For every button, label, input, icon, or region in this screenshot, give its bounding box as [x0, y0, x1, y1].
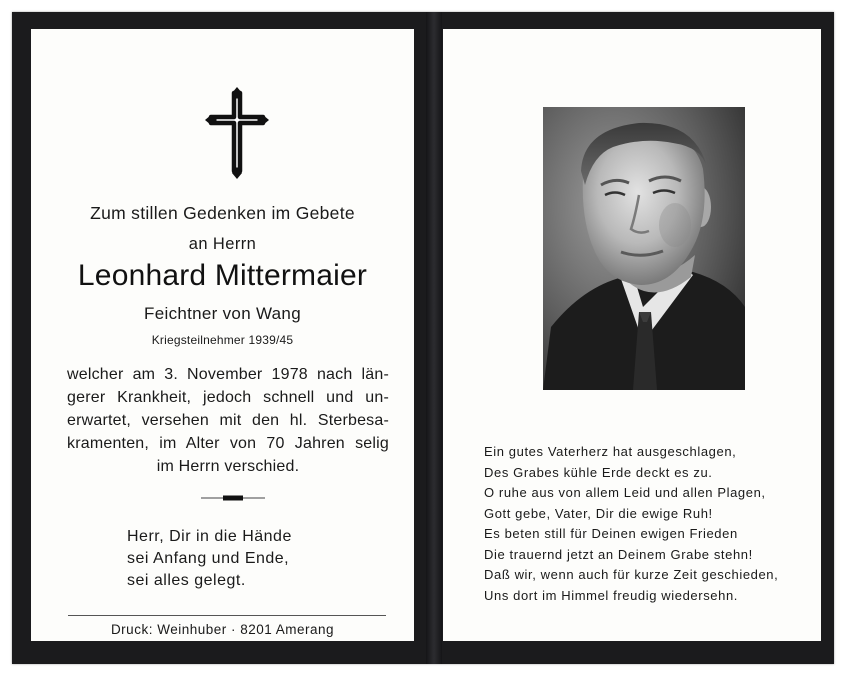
- memorial-poem: [484, 442, 814, 606]
- poem-line: Daß wir, wenn auch für kurze Zeit geschieden,: [484, 567, 779, 582]
- card-fold: [426, 12, 442, 664]
- poem-line: Ein gutes Vaterherz hat ausgeschlagen,: [484, 444, 737, 459]
- printer-imprint: Druck: Weinhuber · 8201 Amerang: [110, 622, 335, 637]
- intro-text: Zum stillen Gedenken im Gebete: [90, 203, 355, 223]
- deceased-name: Leonhard Mittermaier: [77, 259, 368, 292]
- verse-line: Herr, Dir in die Hände: [127, 528, 292, 545]
- verse-line: sei alles gelegt.: [127, 572, 246, 589]
- bio-line: gerer Krankheit, jedoch schnell und un-: [67, 389, 389, 406]
- verse-line: sei Anfang und Ende,: [127, 550, 290, 567]
- footer-divider: [68, 615, 386, 616]
- bio-line: welcher am 3. November 1978 nach län-: [67, 366, 389, 383]
- veteran-note: Kriegsteilnehmer 1939/45: [151, 333, 294, 347]
- byname-text: Feichtner von Wang: [144, 304, 301, 323]
- prayer-verse: [127, 526, 357, 592]
- bio-paragraph: [67, 363, 389, 478]
- cross-icon: [203, 87, 271, 179]
- poem-line: O ruhe aus von allem Leid und allen Plagen,: [484, 485, 766, 500]
- left-panel: [31, 29, 414, 641]
- poem-line: Es beten still für Deinen ewigen Frieden: [484, 526, 738, 541]
- bio-line: kramenten, im Alter von 70 Jahren selig: [67, 435, 389, 452]
- poem-line: Uns dort im Himmel freudig wiedersehn.: [484, 587, 738, 603]
- right-panel: [443, 29, 821, 641]
- bio-line: im Herrn verschied.: [156, 458, 300, 475]
- salutation-text: an Herrn: [188, 235, 257, 253]
- poem-line: Gott gebe, Vater, Dir die ewige Ruh!: [484, 505, 713, 521]
- bio-line: erwartet, versehen mit den hl. Sterbesa-: [67, 412, 389, 429]
- poem-line: Des Grabes kühle Erde deckt es zu.: [484, 464, 713, 480]
- dash-ornament-icon: [201, 495, 265, 501]
- poem-line: Die trauernd jetzt an Deinem Grabe stehn!: [484, 546, 753, 562]
- memorial-card: [12, 12, 834, 664]
- portrait-photo: [543, 107, 745, 390]
